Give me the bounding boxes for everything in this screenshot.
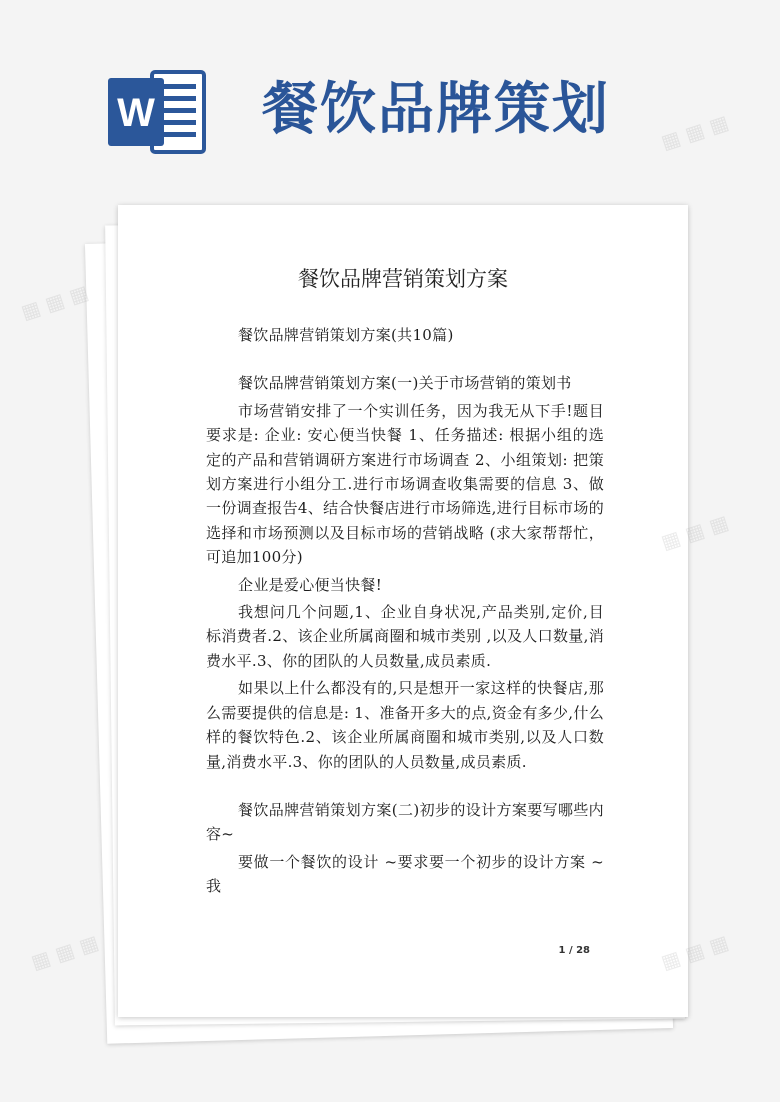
- header-title: 餐饮品牌策划: [262, 77, 610, 142]
- watermark-mark: ▦ ▦ ▦: [17, 279, 92, 325]
- paragraph-company: 企业是爱心便当快餐!: [238, 575, 383, 594]
- paragraph-section-1-heading: 餐饮品牌营销策划方案(一)关于市场营销的策划书: [238, 374, 572, 393]
- word-icon: [108, 68, 208, 156]
- document-body: [206, 323, 604, 899]
- svg-text:W: W: [117, 91, 155, 135]
- document-page: [118, 205, 688, 1017]
- paragraph-design-request: 要做一个餐饮的设计 ~要求要一个初步的设计方案 ~我: [206, 852, 604, 896]
- document-title: 餐饮品牌营销策划方案: [298, 267, 508, 291]
- page-number: 1 / 28: [558, 945, 590, 956]
- watermark-mark: ▦ ▦ ▦: [657, 929, 732, 975]
- watermark-mark: ▦ ▦ ▦: [27, 929, 102, 975]
- watermark-mark: ▦ ▦ ▦: [657, 109, 732, 155]
- paragraph-info-needed: 如果以上什么都没有的,只是想开一家这样的快餐店,那么需要提供的信息是: 1、准备开多大的点,资金有多少,什么样的餐饮特色.2、该企业所属商圈和城市类别,以及人口数量,消费水平.3、你的团队的人员数量,成员素质.: [206, 679, 604, 771]
- paragraph-section-2-heading: 餐饮品牌营销策划方案(二)初步的设计方案要写哪些内容~: [206, 800, 604, 844]
- paragraph-questions: 我想问几个问题,1、企业自身状况,产品类别,定价,目标消费者.2、该企业所属商圈和城市类别 ,以及人口数量,消费水平.3、你的团队的人员数量,成员素质.: [206, 603, 604, 670]
- paragraph-toc: 餐饮品牌营销策划方案(共10篇): [238, 326, 454, 344]
- watermark-mark: ▦ ▦ ▦: [657, 509, 732, 555]
- paragraph-task: 市场营销安排了一个实训任务，因为我无从下手!题目要求是: 企业: 安心便当快餐 1、任务描述: 根据小组的选定的产品和营销调研方案进行市场调查 2、小组策划: 把策划方案进行小组分工.进行市场调查收集需要的信息 3、做一份调查报告4、结合快餐店进行市场筛选,进行目标市场的选择和市场预测以及目标市场的营销战略 (求大家帮帮忙，可追加100分): [206, 401, 604, 567]
